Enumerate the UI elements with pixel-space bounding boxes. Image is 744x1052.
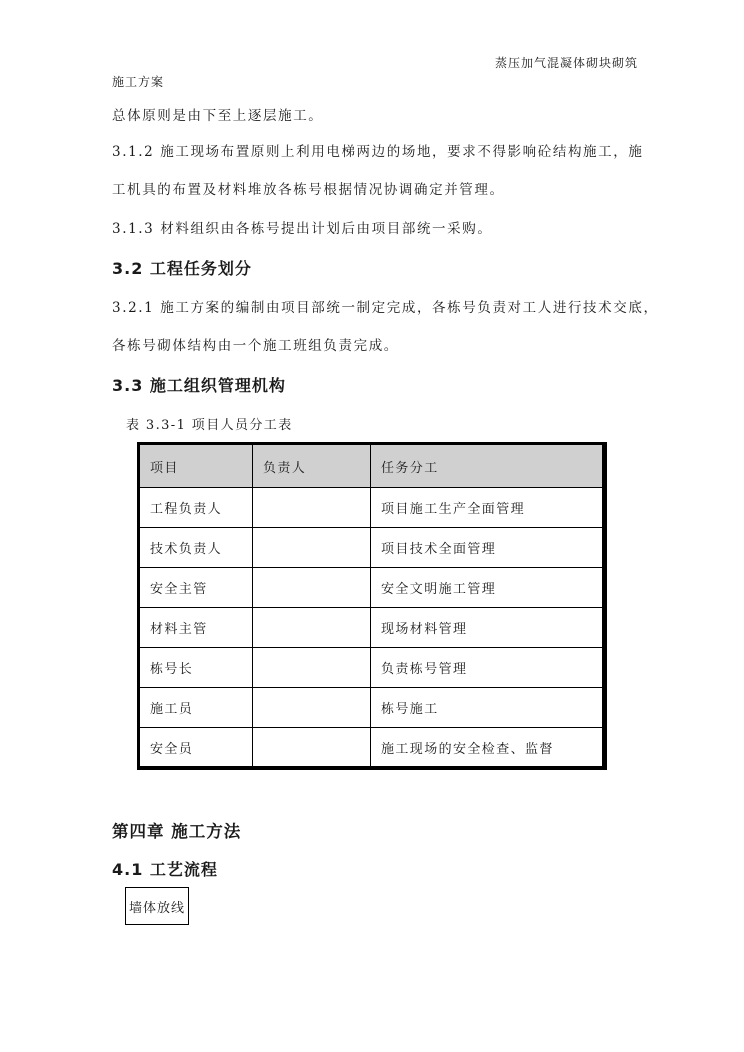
table-row: [140, 488, 603, 528]
table-row: [140, 568, 603, 608]
table-cell-duty: 栋号施工: [371, 688, 603, 728]
table-header-row: [140, 445, 603, 488]
table-cell-role: 技术负责人: [140, 528, 253, 568]
table-row: [140, 728, 603, 768]
table-row: [140, 608, 603, 648]
page-header-section: 施工方案: [112, 75, 165, 89]
column-header: 负责人: [253, 445, 371, 488]
table-cell-role: 工程负责人: [140, 488, 253, 528]
table-cell-role: 栋号长: [140, 648, 253, 688]
table-cell-person: [253, 728, 371, 768]
table-row: [140, 688, 603, 728]
heading-4-1: 4.1 工艺流程: [112, 860, 218, 879]
staff-table-frame: [137, 442, 607, 770]
table-row: [140, 528, 603, 568]
column-header: 任务分工: [371, 445, 603, 488]
paragraph-principle: 总体原则是由下至上逐层施工。: [112, 108, 324, 124]
table-cell-person: [253, 568, 371, 608]
table-cell-role: 材料主管: [140, 608, 253, 648]
paragraph-3-1-2-line1: 3.1.2 施工现场布置原则上利用电梯两边的场地，要求不得影响砼结构施工，施: [112, 144, 644, 160]
table-cell-duty: 安全文明施工管理: [371, 568, 603, 608]
heading-3-2: 3.2 工程任务划分: [112, 259, 252, 278]
paragraph-3-2-1-line2: 各栋号砌体结构由一个施工班组负责完成。: [112, 338, 399, 354]
paragraph-3-1-3: 3.1.3 材料组织由各栋号提出计划后由项目部统一采购。: [112, 221, 493, 237]
staff-table: [139, 444, 603, 768]
table-cell-person: [253, 688, 371, 728]
table-caption: 表 3.3-1 项目人员分工表: [126, 418, 293, 433]
table-cell-duty: 项目技术全面管理: [371, 528, 603, 568]
flowchart-step-label: 墙体放线: [128, 900, 185, 916]
heading-3-3: 3.3 施工组织管理机构: [112, 376, 286, 395]
table-row: [140, 648, 603, 688]
paragraph-3-2-1-line1: 3.2.1 施工方案的编制由项目部统一制定完成，各栋号负责对工人进行技术交底，: [112, 300, 659, 316]
table-cell-person: [253, 488, 371, 528]
column-header: 项目: [140, 445, 253, 488]
table-cell-duty: 负责栋号管理: [371, 648, 603, 688]
table-cell-person: [253, 528, 371, 568]
table-cell-role: 施工员: [140, 688, 253, 728]
page-header-title: 蒸压加气混凝体砌块砌筑: [495, 56, 639, 70]
flowchart-step-box: [125, 887, 189, 925]
table-cell-duty: 施工现场的安全检查、监督: [371, 728, 603, 768]
table-cell-person: [253, 608, 371, 648]
chapter-4-title: 第四章 施工方法: [112, 822, 242, 841]
table-cell-role: 安全主管: [140, 568, 253, 608]
table-cell-duty: 现场材料管理: [371, 608, 603, 648]
paragraph-3-1-2-line2: 工机具的布置及材料堆放各栋号根据情况协调确定并管理。: [112, 182, 505, 198]
table-cell-person: [253, 648, 371, 688]
table-cell-role: 安全员: [140, 728, 253, 768]
table-cell-duty: 项目施工生产全面管理: [371, 488, 603, 528]
